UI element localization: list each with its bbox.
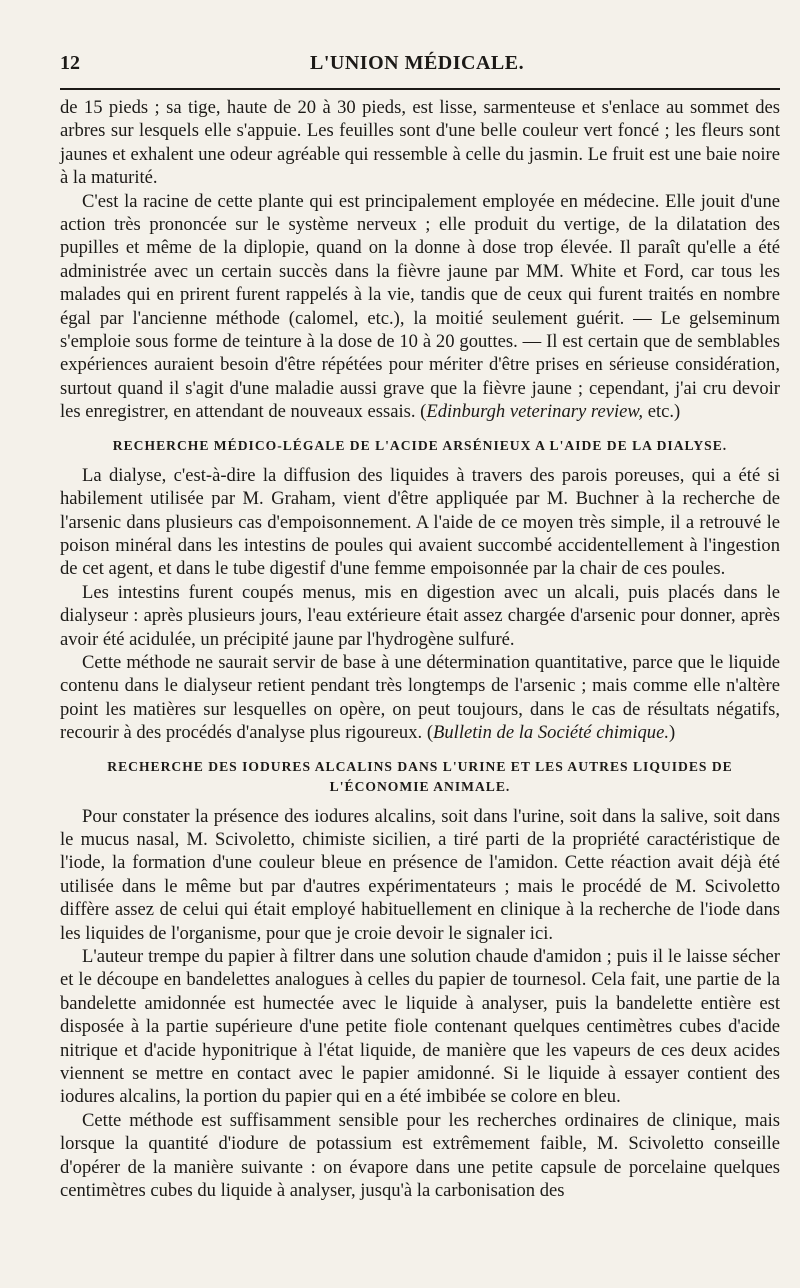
- running-title: L'UNION MÉDICALE.: [310, 52, 525, 74]
- paragraph: Pour constater la présence des iodures alcalins, soit dans l'urine, soit dans la salive, soit dans le mucus nasal, M. Scivoletto, chimiste sicilien, a tiré parti de la propriété caractéristique de l'iode, la formation d'une couleur bleue en présence de l'amidon. Cette réaction avait déjà été utilisée dans le même but par d'autres expérimentateurs ; mais le procédé de M. Scivoletto diffère assez de celui qui était employé habituellement en clinique à la recherche de l'iode dans les liquides de l'organisme, pour que je croie devoir le signaler ici.: [60, 805, 780, 944]
- section-heading-iodures: RECHERCHE DES IODURES ALCALINS DANS L'URINE ET LES AUTRES LIQUIDES DE L'ÉCONOMIE ANIMALE.: [107, 758, 733, 794]
- citation-source: Edinburgh veterinary review,: [426, 401, 644, 423]
- paragraph-text: Cette méthode ne saurait servir de base à une détermination quantitative, parce que le liquide contenu dans le dialyseur retient pendant très longtemps de l'arsenic ; mais comme elle n'altère point les matières sur lesquelles on opère, on peut toujours, dans le cas de résultats négatifs, recourir à des procédés d'analyse plus rigoureux.: [60, 651, 780, 744]
- paragraph: La dialyse, c'est-à-dire la diffusion des liquides à travers des parois poreuses, qui a été si habilement utilisée par M. Graham, vient d'être appliquée par M. Buchner à la recherche de l'arsenic dans plusieurs cas d'empoisonnement. A l'aide de ce moyen très simple, il a retrouvé le poison minéral dans les intestins de poules qui avaient succombé accidentellement à l'ingestion de cet agent, et dans le tube digestif d'une femme empoisonnée par la chair de ces poules.: [60, 464, 780, 580]
- header-rule: [60, 88, 780, 90]
- paragraph: Cette méthode est suffisamment sensible pour les recherches ordinaires de clinique, mais lorsque la quantité d'iodure de potassium est extrêmement faible, M. Scivoletto conseille d'opérer de la manière suivante : on évapore dans une petite capsule de porcelaine quelques centimètres cubes du liquide à analyser, jusqu'à la carbonisation des: [60, 1109, 780, 1202]
- paragraph-text: C'est la racine de cette plante qui est principalement employée en médecine. Elle jouit d'une action très prononcée sur le système nerveux ; elle produit du vertige, de la dilatation des pupilles et même de la diplopie, quand on la donne à dose trop élevée. Il paraît qu'elle a été administrée avec un certain succès dans la fièvre jaune par MM. White et Ford, car tous les malades qui en prirent furent rappelés à la vie, tandis que de ceux qui furent traités en nombre égal par l'ancienne méthode (calomel, etc.), la moitié seulement guérit. — Le gelseminum s'emploie sous forme de teinture à la dose de 10 à 20 gouttes. — Il est certain que de semblables expériences auraient besoin d'être répétées pour mériter d'être prises en sérieuse considération, surtout quand il s'agit d'une maladie aussi grave que la fièvre jaune ; cependant, j'ai cru devoir les enregistrer, en attendant de nouveaux essais.: [60, 190, 780, 423]
- paragraph: L'auteur trempe du papier à filtrer dans une solution chaude d'amidon ; puis il le laisse sécher et le découpe en bandelettes analogues à celles du papier de tournesol. Cela fait, une partie de la bandelette amidonnée est humectée avec le liquide à analyser, puis la bandelette entière est disposée à la partie supérieure d'une petite fiole contenant quelques centimètres cubes d'acide nitrique et d'acide hyponitrique à l'état liquide, de manière que les vapeurs de ces deux acides viennent se mettre en contact avec le papier amidonné. Si le liquide à essayer contient des iodures alcalins, la portion du papier qui en a été imbibée se colore en bleu.: [60, 946, 780, 1108]
- citation-close: etc.): [643, 401, 681, 423]
- article-body: [60, 96, 780, 1202]
- paragraph: [60, 651, 780, 745]
- paragraph: de 15 pieds ; sa tige, haute de 20 à 30 pieds, est lisse, sarmenteuse et s'enlace au sommet des arbres sur lesquels elle s'appuie. Les feuilles sont d'une belle couleur vert foncé ; les fleurs sont jaunes et exhalent une odeur agréable qui ressemble à celle du jasmin. Le fruit est une baie noire à la maturité.: [60, 97, 780, 189]
- citation-open: (: [415, 401, 427, 423]
- section-heading-dialyse: RECHERCHE MÉDICO-LÉGALE DE L'ACIDE ARSÉNIEUX A L'AIDE DE LA DIALYSE.: [112, 437, 728, 453]
- page-number: 12: [60, 52, 80, 74]
- citation-open: (: [422, 722, 434, 744]
- page-header: [60, 52, 780, 86]
- paragraph: [60, 190, 780, 424]
- citation-close: ): [669, 722, 676, 744]
- citation-source: Bulletin de la Société chimique.: [433, 722, 669, 744]
- paragraph: Les intestins furent coupés menus, mis en digestion avec un alcali, puis placés dans le dialyseur : après plusieurs jours, l'eau extérieure était assez chargée d'arsenic pour donner, après avoir été acidulée, un précipité jaune par l'hydrogène sulfuré.: [60, 581, 780, 650]
